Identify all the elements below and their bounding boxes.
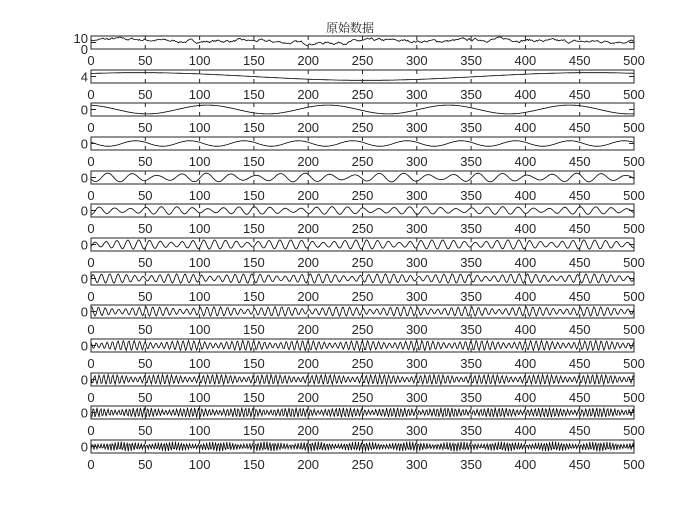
y-tick-label: 0 <box>80 237 88 253</box>
x-tick-label: 50 <box>138 255 153 270</box>
x-tick-label: 500 <box>623 322 645 337</box>
x-tick-label: 350 <box>460 87 482 102</box>
x-tick-label: 350 <box>460 221 482 236</box>
x-tick-label: 450 <box>568 423 591 438</box>
x-tick-label: 400 <box>514 289 537 304</box>
x-tick-label: 150 <box>243 53 265 68</box>
x-tick-label: 150 <box>243 120 265 135</box>
x-tick-label: 50 <box>138 356 153 371</box>
x-tick-label: 400 <box>514 255 537 270</box>
x-tick-label: 450 <box>568 457 591 472</box>
x-tick-label: 500 <box>623 53 645 68</box>
x-tick-label: 300 <box>405 255 428 270</box>
x-tick-label: 0 <box>87 53 95 68</box>
x-tick-label: 100 <box>188 53 211 68</box>
x-tick-label: 100 <box>188 221 211 236</box>
x-tick-label: 400 <box>514 423 537 438</box>
x-tick-label: 50 <box>138 221 153 236</box>
x-tick-label: 300 <box>405 322 428 337</box>
x-tick-label: 450 <box>568 154 591 169</box>
x-tick-label: 200 <box>297 322 320 337</box>
x-tick-label: 50 <box>138 120 153 135</box>
x-tick-label: 250 <box>351 154 374 169</box>
x-tick-label: 250 <box>351 53 374 68</box>
x-tick-label: 450 <box>568 255 591 270</box>
y-tick-label: 0 <box>80 102 88 118</box>
x-tick-label: 0 <box>87 120 95 135</box>
x-tick-label: 300 <box>405 423 428 438</box>
x-tick-label: 500 <box>623 356 645 371</box>
x-tick-label: 450 <box>568 356 591 371</box>
x-tick-label: 0 <box>87 390 95 405</box>
x-tick-label: 500 <box>623 188 645 203</box>
y-tick-label: 0 <box>80 304 88 320</box>
x-tick-label: 450 <box>568 322 591 337</box>
x-tick-label: 350 <box>460 188 482 203</box>
x-tick-label: 250 <box>351 356 374 371</box>
x-tick-label: 350 <box>460 53 482 68</box>
x-tick-label: 0 <box>87 423 95 438</box>
x-tick-label: 500 <box>623 120 645 135</box>
x-tick-label: 0 <box>87 322 95 337</box>
x-tick-label: 500 <box>623 289 645 304</box>
x-tick-label: 350 <box>460 356 482 371</box>
x-tick-label: 200 <box>297 255 320 270</box>
x-tick-label: 50 <box>138 289 153 304</box>
x-tick-label: 250 <box>351 221 374 236</box>
x-tick-label: 300 <box>405 188 428 203</box>
x-tick-label: 350 <box>460 255 482 270</box>
x-tick-label: 100 <box>188 457 211 472</box>
x-tick-label: 150 <box>243 322 265 337</box>
x-tick-label: 200 <box>297 87 320 102</box>
y-tick-label: 0 <box>80 405 88 421</box>
x-tick-label: 100 <box>188 390 211 405</box>
x-tick-label: 100 <box>188 120 211 135</box>
subplot-12 <box>81 406 645 439</box>
x-tick-label: 200 <box>297 120 320 135</box>
y-tick-label: 0 <box>80 203 88 219</box>
x-tick-label: 0 <box>87 87 95 102</box>
x-tick-label: 500 <box>623 255 645 270</box>
x-tick-label: 0 <box>87 457 95 472</box>
x-tick-label: 400 <box>514 221 537 236</box>
x-tick-label: 0 <box>87 221 95 236</box>
x-tick-label: 250 <box>351 188 374 203</box>
x-tick-label: 300 <box>405 53 428 68</box>
x-tick-label: 450 <box>568 188 591 203</box>
x-tick-label: 400 <box>514 322 537 337</box>
subplot-8 <box>81 272 645 305</box>
x-tick-label: 350 <box>460 423 482 438</box>
y-tick-label: 0 <box>80 439 88 455</box>
x-tick-label: 400 <box>514 356 537 371</box>
x-tick-label: 350 <box>460 322 482 337</box>
x-tick-label: 300 <box>405 221 428 236</box>
x-tick-label: 50 <box>138 322 153 337</box>
y-tick-label: 0 <box>80 42 88 57</box>
x-tick-label: 300 <box>405 457 428 472</box>
x-tick-label: 400 <box>514 188 537 203</box>
subplot-1 <box>74 31 645 68</box>
subplot-11 <box>81 373 645 406</box>
x-tick-label: 350 <box>460 154 482 169</box>
x-tick-label: 300 <box>405 87 428 102</box>
y-tick-label: 0 <box>80 372 88 388</box>
x-tick-label: 0 <box>87 356 95 371</box>
y-tick-label: 0 <box>80 136 88 152</box>
x-tick-label: 200 <box>297 53 320 68</box>
x-tick-label: 450 <box>568 87 591 102</box>
x-tick-label: 500 <box>623 154 645 169</box>
x-tick-label: 200 <box>297 289 320 304</box>
x-tick-label: 50 <box>138 423 153 438</box>
x-tick-label: 400 <box>514 53 537 68</box>
x-tick-label: 100 <box>188 87 211 102</box>
x-tick-label: 150 <box>243 457 265 472</box>
x-tick-label: 300 <box>405 390 428 405</box>
x-tick-label: 400 <box>514 120 537 135</box>
x-tick-label: 450 <box>568 289 591 304</box>
x-tick-label: 350 <box>460 120 482 135</box>
x-tick-label: 100 <box>188 188 211 203</box>
x-tick-label: 500 <box>623 457 645 472</box>
x-tick-label: 50 <box>138 390 153 405</box>
x-tick-label: 250 <box>351 120 374 135</box>
x-tick-label: 50 <box>138 87 153 102</box>
x-tick-label: 250 <box>351 390 374 405</box>
x-tick-label: 150 <box>243 423 265 438</box>
x-tick-label: 100 <box>188 322 211 337</box>
x-tick-label: 500 <box>623 87 645 102</box>
x-tick-label: 300 <box>405 154 428 169</box>
x-tick-label: 200 <box>297 390 320 405</box>
x-tick-label: 150 <box>243 154 265 169</box>
x-tick-label: 400 <box>514 390 537 405</box>
subplot-9 <box>81 305 645 338</box>
x-tick-label: 200 <box>297 221 320 236</box>
x-tick-label: 0 <box>87 154 95 169</box>
subplot-2 <box>81 70 645 103</box>
x-tick-label: 300 <box>405 120 428 135</box>
signal-line <box>91 141 634 146</box>
y-tick-label: 4 <box>80 69 88 85</box>
x-tick-label: 200 <box>297 457 320 472</box>
x-tick-label: 150 <box>243 188 265 203</box>
x-tick-label: 450 <box>568 390 591 405</box>
x-tick-label: 400 <box>514 87 537 102</box>
subplot-6 <box>81 204 645 237</box>
x-tick-label: 50 <box>138 154 153 169</box>
x-tick-label: 500 <box>623 221 645 236</box>
x-tick-label: 300 <box>405 356 428 371</box>
x-tick-label: 150 <box>243 221 265 236</box>
subplot-5 <box>81 171 645 204</box>
x-tick-label: 200 <box>297 423 320 438</box>
x-tick-label: 400 <box>514 154 537 169</box>
subplot-3 <box>81 103 645 136</box>
x-tick-label: 150 <box>243 390 265 405</box>
subplot-7 <box>81 238 645 271</box>
x-tick-label: 450 <box>568 53 591 68</box>
y-tick-label: 0 <box>80 271 88 287</box>
x-tick-label: 100 <box>188 423 211 438</box>
x-tick-label: 200 <box>297 188 320 203</box>
y-tick-label: 0 <box>80 338 88 354</box>
x-tick-label: 250 <box>351 457 374 472</box>
x-tick-label: 250 <box>351 322 374 337</box>
x-tick-label: 500 <box>623 423 645 438</box>
subplot-10 <box>81 339 645 372</box>
x-tick-label: 200 <box>297 154 320 169</box>
x-tick-label: 100 <box>188 289 211 304</box>
x-tick-label: 100 <box>188 356 211 371</box>
x-tick-label: 250 <box>351 289 374 304</box>
x-tick-label: 100 <box>188 255 211 270</box>
x-tick-label: 50 <box>138 188 153 203</box>
x-tick-label: 300 <box>405 289 428 304</box>
x-tick-label: 50 <box>138 457 153 472</box>
x-tick-label: 0 <box>87 289 95 304</box>
x-tick-label: 450 <box>568 120 591 135</box>
subplot-13 <box>81 440 645 473</box>
x-tick-label: 350 <box>460 390 482 405</box>
x-tick-label: 150 <box>243 289 265 304</box>
x-tick-label: 200 <box>297 356 320 371</box>
x-tick-label: 150 <box>243 87 265 102</box>
x-tick-label: 400 <box>514 457 537 472</box>
x-tick-label: 250 <box>351 255 374 270</box>
x-tick-label: 350 <box>460 289 482 304</box>
chart-title: 原始数据 <box>325 21 374 35</box>
subplot-4 <box>81 137 645 170</box>
x-tick-label: 250 <box>351 87 374 102</box>
x-tick-label: 450 <box>568 221 591 236</box>
x-tick-label: 0 <box>87 255 95 270</box>
x-tick-label: 50 <box>138 53 153 68</box>
y-tick-label: 10 <box>73 31 88 46</box>
y-tick-label: 0 <box>80 170 88 186</box>
x-tick-label: 350 <box>460 457 482 472</box>
x-tick-label: 150 <box>243 255 265 270</box>
x-tick-label: 100 <box>188 154 211 169</box>
x-tick-label: 500 <box>623 390 645 405</box>
x-tick-label: 150 <box>243 356 265 371</box>
x-tick-label: 0 <box>87 188 95 203</box>
x-tick-label: 250 <box>351 423 374 438</box>
